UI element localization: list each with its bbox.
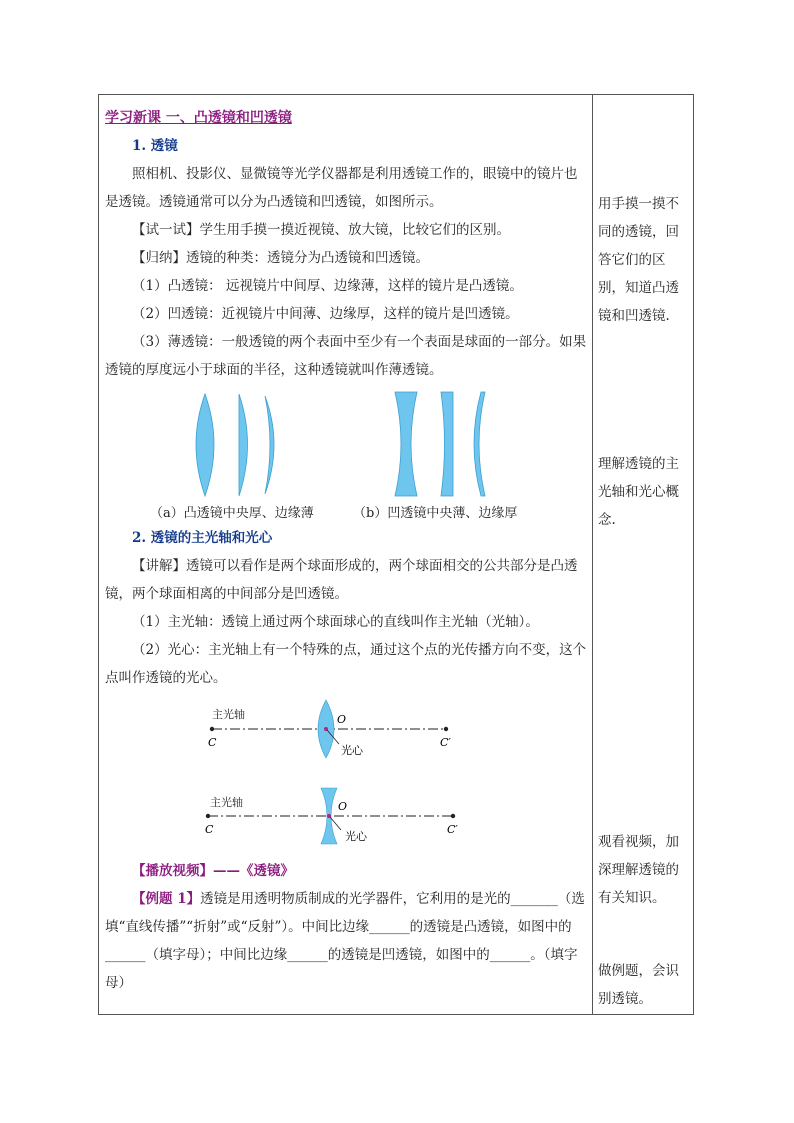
side-note-1: 用手摸一摸不同的透镜，回答它们的区别，知道凸透镜和凹透镜. (598, 196, 679, 324)
paragraph-summary: 【归纳】透镜的种类：透镜分为凸透镜和凹透镜。 (132, 250, 429, 266)
item-concave: （2）凹透镜：近视镜片中间薄、边缘厚，这样的镜片是凹透镜。 (132, 306, 519, 322)
section-heading: 学习新课 一、凸透镜和凹透镜 (105, 110, 292, 126)
example-label: 【例题 1】 (132, 891, 201, 907)
main-column (105, 104, 587, 997)
plano-convex-lens (239, 394, 248, 496)
meniscus-convex-lens (265, 396, 274, 494)
column-divider (592, 94, 593, 1015)
point-c-prime-1 (444, 727, 448, 731)
optical-center-label-1: 光心 (341, 744, 363, 757)
side-note-3: 观看视频，加深理解透镜的有关知识。 (598, 834, 679, 906)
example-text: 透镜是用透明物质制成的光学器件，它利用的是光的_______（选填“直线传播”“折射”或“反射”）。中间比边缘______的透镜是凸透镜，如图中的______（填字母）；中间比边缘______的透镜是凹透镜，如图中的______。（填字母） (105, 891, 585, 991)
paragraph-explain: 【讲解】透镜可以看作是两个球面形成的，两个球面相交的公共部分是凸透镜，两个球面相离的中间部分是凹透镜。 (105, 558, 578, 602)
item-convex: （1）凸透镜： 远视镜片中间厚、边缘薄，这样的镜片是凸透镜。 (132, 278, 523, 294)
lens-types-figure (105, 384, 587, 524)
subsection-title-axis: 2. 透镜的主光轴和光心 (132, 530, 273, 546)
o-label-2: O (338, 800, 348, 813)
c-label-2: C (205, 823, 214, 836)
caption-concave: （b）凹透镜中央薄、边缘厚 (353, 506, 518, 521)
point-c-1 (210, 727, 214, 731)
example-1 (105, 885, 587, 997)
side-note-2: 理解透镜的主光轴和光心概念. (598, 456, 679, 528)
c-prime-label-1: C′ (440, 736, 451, 749)
meniscus-concave-lens (474, 392, 485, 496)
item-principal-axis: （1）主光轴：透镜上通过两个球面球心的直线叫作主光轴（光轴）。 (132, 614, 539, 630)
o-label-1: O (337, 713, 347, 726)
principal-axis-figure (105, 692, 587, 857)
point-c-prime-2 (451, 814, 455, 818)
subsection-title-lens: 1. 透镜 (132, 138, 178, 154)
side-note-4: 做例题，会识别透镜。 (598, 963, 679, 1007)
axis-label-2: 主光轴 (210, 796, 243, 809)
item-optical-center: （2）光心：主光轴上有一个特殊的点，通过这个点的光传播方向不变，这个点叫作透镜的光心。 (105, 642, 587, 686)
plano-concave-lens (441, 392, 453, 496)
item-thin-lens: （3）薄透镜：一般透镜的两个表面中至少有一个表面是球面的一部分。如果透镜的厚度远小于球面的半径，这种透镜就叫作薄透镜。 (105, 334, 587, 378)
caption-convex: （a）凸透镜中央厚、边缘薄 (150, 506, 314, 521)
biconvex-lens (196, 394, 214, 496)
biconcave-lens (395, 392, 417, 496)
axis-label-1: 主光轴 (212, 708, 245, 721)
paragraph-try: 【试一试】学生用手摸一摸近视镜、放大镜，比较它们的区别。 (132, 222, 510, 238)
c-label-1: C (208, 736, 217, 749)
video-link[interactable]: 【播放视频】——《透镜》 (132, 863, 294, 879)
paragraph-intro: 照相机、投影仪、显微镜等光学仪器都是利用透镜工作的，眼镜中的镜片也是透镜。透镜通常可以分为凸透镜和凹透镜，如图所示。 (105, 166, 578, 210)
c-prime-label-2: C′ (447, 823, 458, 836)
point-c-2 (206, 814, 210, 818)
optical-center-label-2: 光心 (345, 830, 367, 843)
